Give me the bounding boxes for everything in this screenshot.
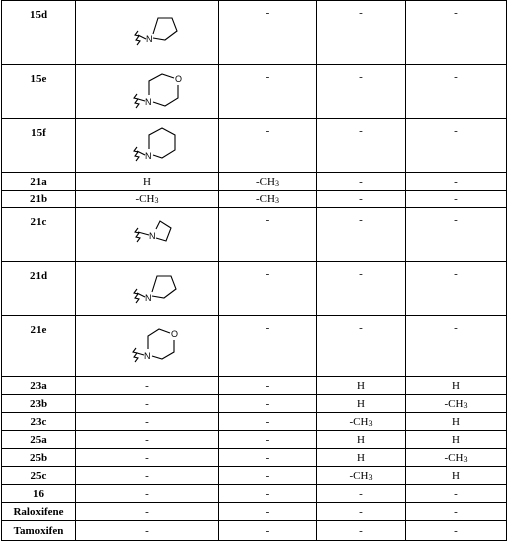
svg-text:N: N: [144, 351, 151, 361]
table-row: [2, 191, 507, 208]
r3-cell: $-CH_3$: [317, 413, 406, 431]
r1-cell: [76, 65, 219, 119]
r2-cell: -: [219, 521, 317, 541]
table-row: [2, 173, 507, 191]
r3-cell: -: [317, 503, 406, 521]
r1-cell: [76, 1, 219, 65]
r4-cell: -: [406, 262, 507, 316]
table-row: [2, 485, 507, 503]
r3-cell: -: [317, 119, 406, 173]
compound-id: 21b: [2, 191, 76, 208]
azetidinyl-structure: [102, 208, 192, 260]
table-row: [2, 1, 507, 65]
table-row: [2, 208, 507, 262]
r1-cell: -: [76, 503, 219, 521]
r3-cell: -: [317, 485, 406, 503]
r4-cell: H: [406, 413, 507, 431]
r4-cell: -: [406, 65, 507, 119]
r2-cell: -: [219, 119, 317, 173]
table-row: [2, 316, 507, 377]
r3-cell: -: [317, 191, 406, 208]
svg-text:N: N: [146, 34, 153, 44]
compound-id: 23a: [2, 377, 76, 395]
r4-cell: -: [406, 503, 507, 521]
r2-cell: -: [219, 413, 317, 431]
r3-cell: H: [317, 395, 406, 413]
r3-cell: -: [317, 1, 406, 65]
svg-text:N: N: [145, 151, 152, 161]
compound-id: 21a: [2, 173, 76, 191]
r3-cell: H: [317, 377, 406, 395]
r2-cell: $-CH_3$: [219, 191, 317, 208]
r1-cell: -: [76, 521, 219, 541]
r2-cell: -: [219, 316, 317, 377]
table-row: [2, 377, 507, 395]
r3-cell: -: [317, 65, 406, 119]
r2-cell: $-CH_3$: [219, 173, 317, 191]
pyrrolidinyl-structure: [102, 1, 192, 61]
compound-id: 25c: [2, 467, 76, 485]
compound-table: [1, 0, 507, 541]
r3-cell: H: [317, 431, 406, 449]
table-row: [2, 395, 507, 413]
r1-cell: [76, 208, 219, 262]
table-row: [2, 503, 507, 521]
compound-id: 23b: [2, 395, 76, 413]
piperidinyl-structure: [102, 119, 192, 171]
compound-id: 15d: [2, 1, 76, 65]
r2-cell: -: [219, 65, 317, 119]
r2-cell: -: [219, 1, 317, 65]
r2-cell: -: [219, 395, 317, 413]
r2-cell: -: [219, 467, 317, 485]
compound-id: 25a: [2, 431, 76, 449]
compound-id: 16: [2, 485, 76, 503]
table-row: [2, 449, 507, 467]
table-row: [2, 119, 507, 173]
compound-id: 23c: [2, 413, 76, 431]
r4-cell: -: [406, 316, 507, 377]
r1-cell: -: [76, 377, 219, 395]
r4-cell: $-CH_3$: [406, 449, 507, 467]
svg-text:N: N: [145, 97, 152, 107]
table-row: [2, 521, 507, 541]
r3-cell: -: [317, 173, 406, 191]
table-row: [2, 467, 507, 485]
r2-cell: -: [219, 208, 317, 262]
r1-cell: -: [76, 449, 219, 467]
r1-cell: -: [76, 467, 219, 485]
r4-cell: H: [406, 431, 507, 449]
r3-cell: H: [317, 449, 406, 467]
r1-cell: [76, 119, 219, 173]
r4-cell: -: [406, 521, 507, 541]
compound-id: 25b: [2, 449, 76, 467]
r2-cell: -: [219, 262, 317, 316]
r1-cell: -: [76, 431, 219, 449]
r4-cell: -: [406, 485, 507, 503]
svg-text:O: O: [171, 329, 179, 339]
r4-cell: -: [406, 173, 507, 191]
r3-cell: $-CH_3$: [317, 467, 406, 485]
table-row: [2, 262, 507, 316]
svg-text:N: N: [149, 231, 156, 241]
svg-text:N: N: [145, 293, 152, 303]
r4-cell: -: [406, 119, 507, 173]
r2-cell: -: [219, 485, 317, 503]
compound-id: Raloxifene: [2, 503, 76, 521]
r3-cell: -: [317, 262, 406, 316]
r4-cell: H: [406, 377, 507, 395]
r2-cell: -: [219, 377, 317, 395]
table-row: [2, 431, 507, 449]
morpholinyl-structure: [102, 65, 192, 117]
table-row: [2, 65, 507, 119]
pyrrolidinyl-structure: [102, 262, 192, 314]
r4-cell: $-CH_3$: [406, 395, 507, 413]
r1-cell: -: [76, 485, 219, 503]
r4-cell: -: [406, 191, 507, 208]
compound-id: 21c: [2, 208, 76, 262]
compound-id: 15e: [2, 65, 76, 119]
table-row: [2, 413, 507, 431]
svg-text:O: O: [175, 74, 183, 84]
compound-id: 21e: [2, 316, 76, 377]
r1-cell: $-CH_3$: [76, 191, 219, 208]
r4-cell: -: [406, 208, 507, 262]
compound-id: 15f: [2, 119, 76, 173]
compound-id: Tamoxifen: [2, 521, 76, 541]
r3-cell: -: [317, 208, 406, 262]
morpholinyl-structure: [102, 316, 192, 374]
compound-id: 21d: [2, 262, 76, 316]
r3-cell: -: [317, 316, 406, 377]
r2-cell: -: [219, 431, 317, 449]
r1-cell: -: [76, 395, 219, 413]
r3-cell: -: [317, 521, 406, 541]
r2-cell: -: [219, 449, 317, 467]
r1-cell: [76, 262, 219, 316]
r1-cell: [76, 316, 219, 377]
r4-cell: H: [406, 467, 507, 485]
r1-cell: H: [76, 173, 219, 191]
r1-cell: -: [76, 413, 219, 431]
r2-cell: -: [219, 503, 317, 521]
r4-cell: -: [406, 1, 507, 65]
